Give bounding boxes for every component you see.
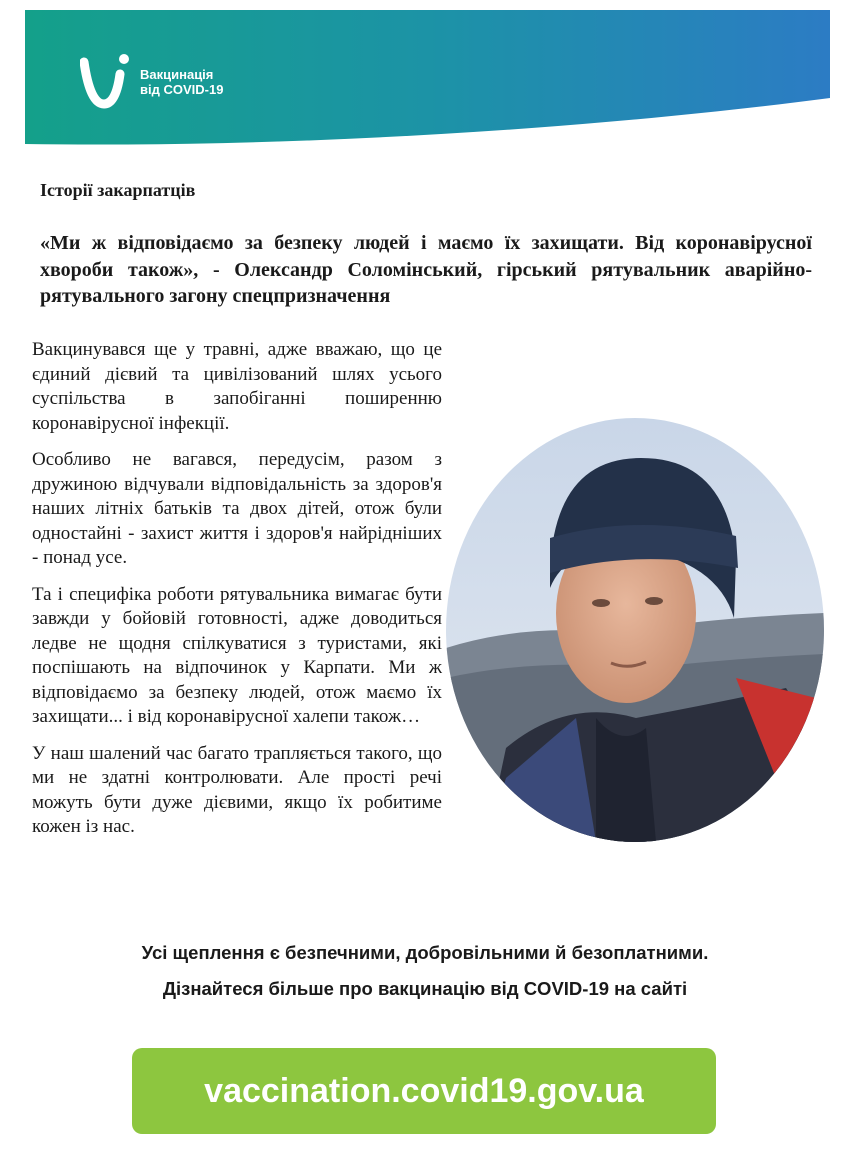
paragraph-1: Вакцинувався ще у травні, адже вважаю, що це єдиний дієвий та цивілізований шлях усього суспільства в запобіганні поширенню коронавірусної інфекції. [32,339,442,434]
v-logo-icon [80,52,132,112]
story-text [32,338,442,852]
website-link-button[interactable]: vaccination.covid19.gov.ua [132,1048,716,1134]
section-title: Історії закарпатців [40,180,196,200]
paragraph-4: У наш шалений час багато трапляється такого, що ми не здатні контролювати. Але прості речі можуть бути дуже дієвими, якщо їх робитиме кожен із нас. [32,742,442,837]
headline-quote: «Ми ж відповідаємо за безпеку людей і маємо їх захищати. Від коронавірусної хвороби також», - Олександр Соломінський, гірський рятувальник аварійно-рятувального загону спецпризначення [40,232,812,307]
logo-line-1: Вакцинація [140,67,214,82]
learn-more-text: Дізнайтеся більше про вакцинацію від COVID-19 на сайті [162,978,688,999]
safety-statement: Усі щеплення є безпечними, добровільними й безоплатними. [141,942,709,963]
logo-text [140,67,223,97]
paragraph-3: Та і специфіка роботи рятувальника вимагає бути завжди у бойовій готовності, адже доводиться ледве не щодня спілкуватися з туристами, які поспішають на відпочинок у Карпати. Ми ж відповідаємо за безпеку людей, отож маємо їх захищати... і від коронавірусної халепи також… [32,583,442,727]
paragraph-2: Особливо не вагався, передусім, разом з дружиною відчували відповідальність за здоров'я наших літніх батьків та двох дітей, отож були одностайні - захист життя і здоров'я найрідніших - понад усе. [32,449,442,568]
portrait-photo [446,418,824,842]
vaccination-logo [80,52,223,112]
logo-line-2: від COVID-19 [140,82,224,97]
